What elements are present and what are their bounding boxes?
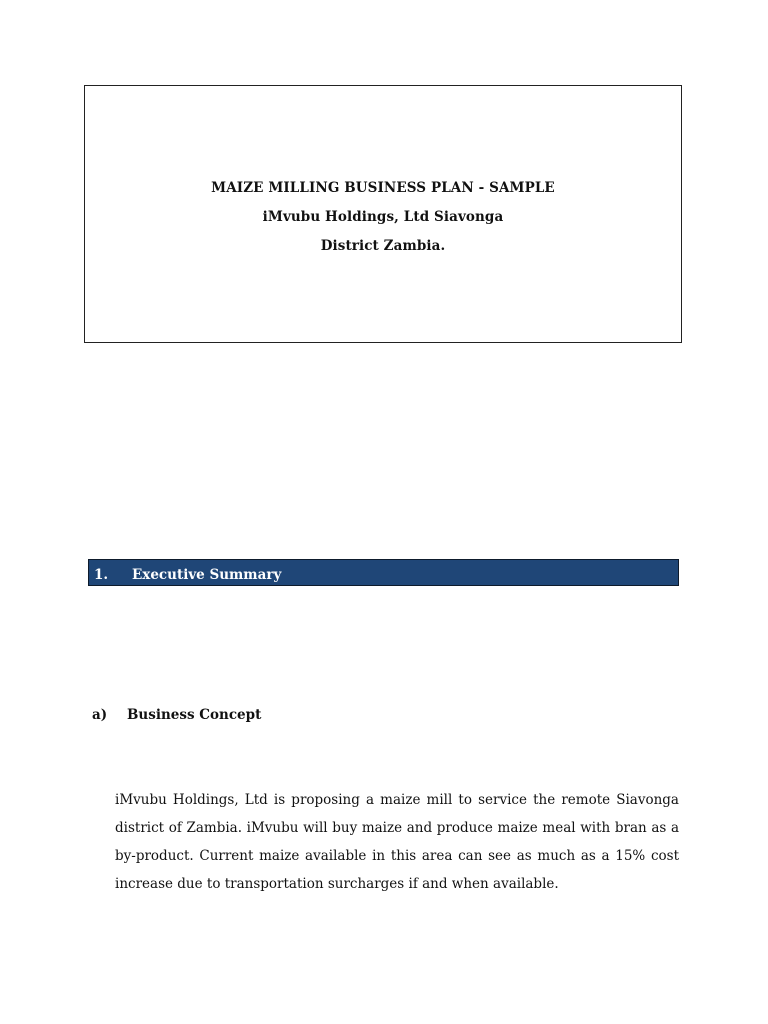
company-name: iMvubu Holdings, Ltd Siavonga bbox=[262, 209, 504, 225]
subsection-title: Business Concept bbox=[127, 707, 262, 723]
section-number: 1. bbox=[94, 567, 109, 583]
document-title: MAIZE MILLING BUSINESS PLAN - SAMPLE bbox=[211, 180, 555, 196]
subsection-letter: a) bbox=[92, 707, 108, 723]
title-box bbox=[84, 85, 682, 343]
section-title: Executive Summary bbox=[132, 567, 282, 583]
company-location: District Zambia. bbox=[320, 238, 446, 254]
section-heading-bar bbox=[88, 559, 679, 586]
business-concept-paragraph: iMvubu Holdings, Ltd is proposing a maize mill to service the remote Siavonga district of Zambia. iMvubu will buy maize and produce maize meal with bran as a by-product. Current maize available in this area can see as much as a 15% cost increase due to transportation surcharges if and when available. bbox=[115, 792, 679, 892]
